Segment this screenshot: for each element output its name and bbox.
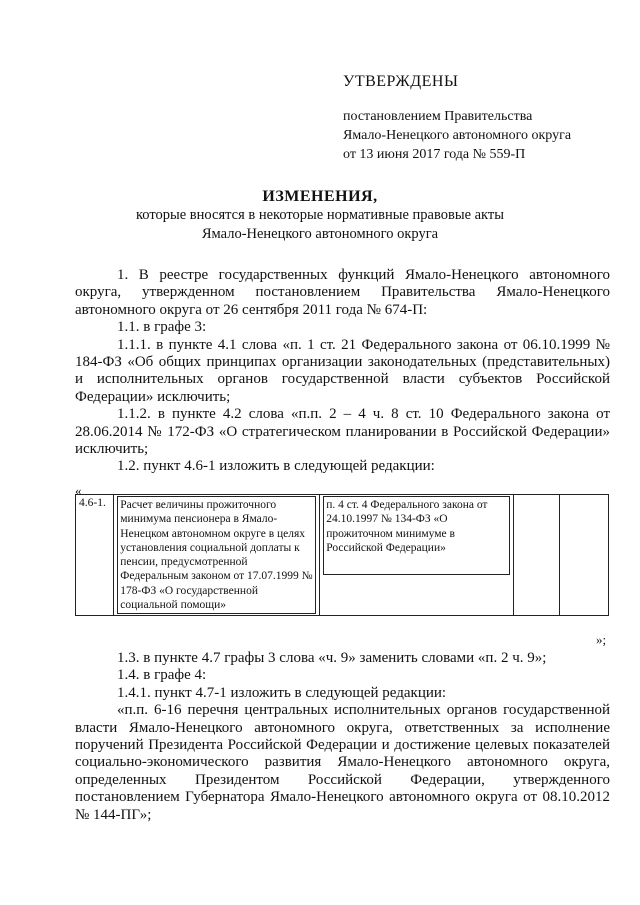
table-row — [76, 495, 609, 616]
paragraph: 1.2. пункт 4.6-1 изложить в следующей редакции: — [117, 458, 435, 475]
paragraph: «п.п. 6-16 перечня центральных исполнительных органов государственной власти Ямало-Ненецкого автономного округа, ответственных за исполнение поручений Президента Российской Федерации и достижение целевых показателей социально-экономического развития Ямало-Ненецкого автономного округа, определенных Президентом Российской Федерации, утвержденного постановлением Губернатора Ямало-Ненецкого автономного округа от 08.10.2012 № 144-ПГ»; — [75, 702, 610, 823]
approval-heading: УТВЕРЖДЕНЫ — [343, 73, 459, 90]
quote-close-mark: »; — [596, 632, 607, 647]
paragraph: 1. В реестре государственных функций Ямало-Ненецкого автономного округа, утвержденном постановлением Правительства Ямало-Ненецкого автономного округа от 26 сентября 2011 года № 674-П: — [75, 267, 610, 318]
cell-legal-basis — [320, 495, 514, 616]
approval-block — [343, 72, 623, 164]
cell-number: 4.6-1. — [76, 495, 114, 616]
description-text: Расчет величины прожиточного минимума пенсионера в Ямало-Ненецком автономном округе в целях установления социальной доплаты к пенсии, предусмотренной Федеральным законом от 17.07.1999 № 178-ФЗ «О государственной социальной помощи» — [117, 496, 316, 614]
legal-basis-text: п. 4 ст. 4 Федерального закона от 24.10.1997 № 134-ФЗ «О прожиточном минимуме в Российской Федерации» — [323, 496, 510, 575]
body-section-1 — [75, 267, 610, 476]
quote-open-mark: « — [75, 483, 82, 498]
paragraph: 1.1. в графе 3: — [117, 319, 207, 336]
title-heading: ИЗМЕНЕНИЯ, — [262, 188, 378, 205]
cell-empty-1 — [513, 495, 560, 616]
title-subtitle-2: Ямало-Ненецкого автономного округа — [201, 226, 439, 242]
approval-line-3: от 13 июня 2017 года № 559-П — [343, 147, 526, 162]
paragraph: 1.4. в графе 4: — [117, 667, 207, 684]
paragraph: 1.1.2. в пункте 4.2 слова «п.п. 2 – 4 ч. 8 ст. 10 Федерального закона от 28.06.2014 № 172-ФЗ «О стратегическом планировании в Российской Федерации» исключить; — [75, 406, 610, 458]
approval-line-2: Ямало-Ненецкого автономного округа — [343, 128, 572, 143]
document-title — [0, 187, 640, 244]
approval-line-1: постановлением Правительства — [343, 109, 533, 124]
cell-description — [114, 495, 320, 616]
cell-empty-2 — [560, 495, 609, 616]
paragraph: 1.3. в пункте 4.7 графы 3 слова «ч. 9» заменить словами «п. 2 ч. 9»; — [117, 650, 547, 666]
function-table — [75, 494, 609, 616]
paragraph: 1.4.1. пункт 4.7-1 изложить в следующей редакции: — [117, 684, 447, 701]
paragraph: 1.1.1. в пункте 4.1 слова «п. 1 ст. 21 Федерального закона от 06.10.1999 № 184-ФЗ «Об общих принципах организации законодательных (представительных) и исполнительных органов государственной власти субъектов Российской Федерации» исключить; — [75, 336, 610, 405]
body-section-2 — [75, 650, 610, 824]
title-subtitle-1: которые вносятся в некоторые нормативные правовые акты — [135, 207, 504, 223]
